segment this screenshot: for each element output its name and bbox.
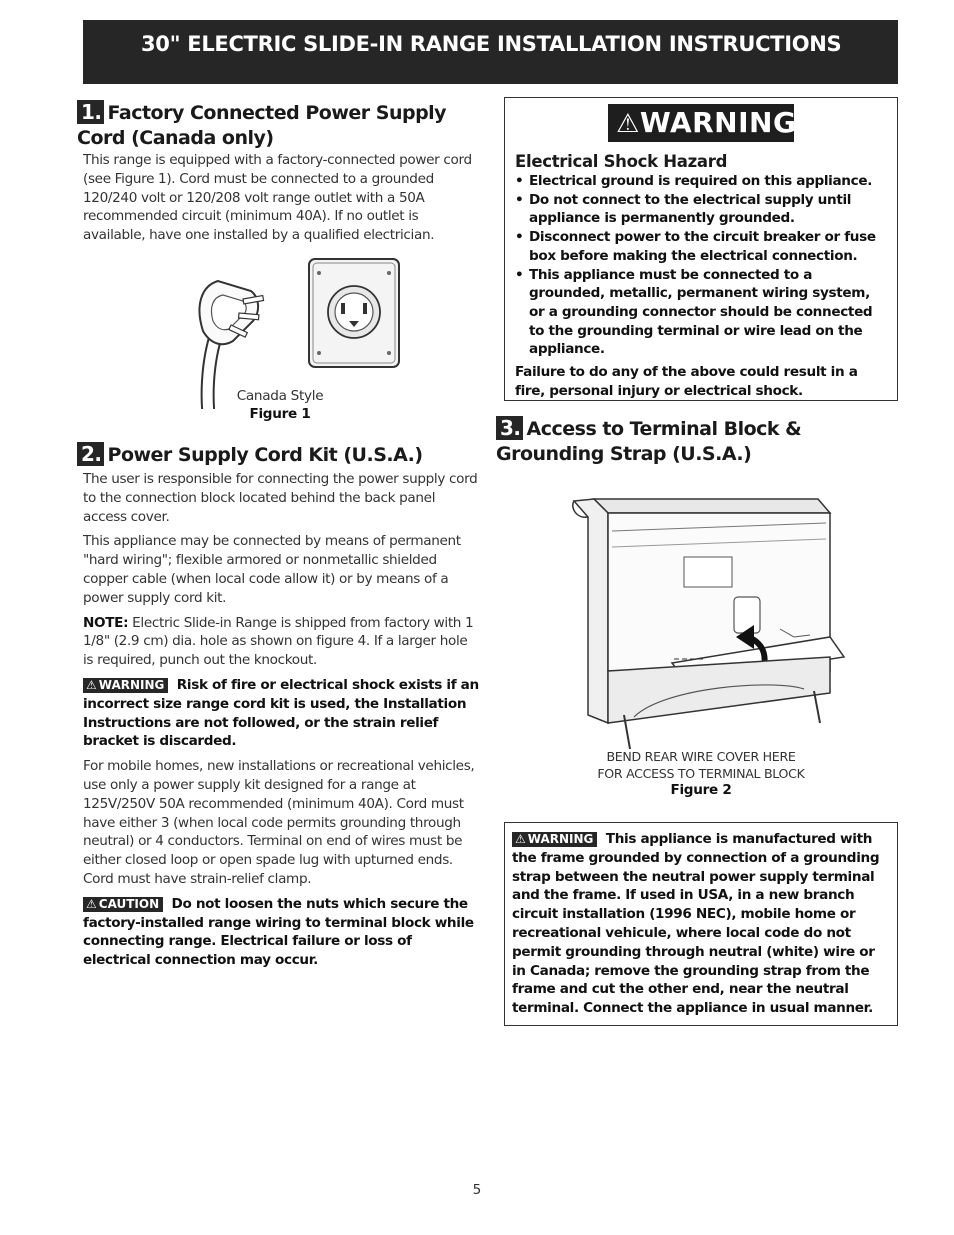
electrical-warning-box [504,97,898,401]
section-number: 3. [496,416,523,440]
warning-tag [512,832,597,847]
warning-footer: Failure to do any of the above could result in a fire, personal injury or electrical shock. [515,364,858,399]
grounding-text: This appliance is manufactured with the frame grounded by connection of a grounding strap between the neutral power supply terminal and the frame. If used in USA, in a new branch circuit installation (1996 NEC), mobile home or recreational vehicule, where local code do not permit grounding through neutral (white) wire or in Canada; remove the grounding strap from the frame and cut the other end, near the neutral terminal. Connect the appliance in usual manner. [512,831,880,1017]
list-item: • This appliance must be connected to a grounded, metallic, permanent wiring system, or a grounding connector should be connected to the grounding terminal or wire lead on the appliance. [515,266,887,360]
section-1-heading [77,100,481,151]
warning-triangle-icon: ⚠ [515,832,526,846]
section-3-heading [496,416,898,467]
list-item: • Disconnect power to the circuit breaker or fuse box before making the electrical connection. [515,228,887,265]
warning-triangle-icon: ⚠ [616,109,640,139]
section-2-note [83,614,481,670]
figure-1-caption-text: Canada Style [236,387,324,404]
section-2-caution [83,895,481,970]
caution-text: Do not loosen the nuts which secure the factory-installed range wiring to terminal block while connecting range. Electrical failure or loss of electrical connection may occur. [83,895,474,969]
warning-tag [83,678,168,693]
warning-triangle-icon: ⚠ [86,677,97,692]
figure-1 [83,251,481,409]
note-text: Electric Slide-in Range is shipped from factory with 1 1/8" (2.9 cm) dia. hole as shown on figure 4. If a larger hole is required, punch out the knockout. [83,614,474,669]
figure-2-caption [504,748,898,799]
section-2-paragraph-2: This appliance may be connected by means of permanent "hard wiring"; flexible armored or nonmetallic shielded copper cable (when local code allow it) or by means of a power supply cord kit. [83,533,461,606]
warning-header-label: WARNING [639,106,797,139]
right-column [496,97,898,1026]
section-number: 2. [77,442,104,466]
section-title: Access to Terminal Block & Grounding Strap (U.S.A.) [496,418,802,465]
warning-tag-label: WARNING [98,677,165,692]
page-title: 30" ELECTRIC SLIDE-IN RANGE INSTALLATION INSTRUCTIONS [83,20,898,84]
figure-1-label: Figure 1 [249,405,311,422]
section-title: Power Supply Cord Kit (U.S.A.) [107,443,423,466]
section-2-warning [83,676,481,751]
section-number: 1. [77,100,104,124]
page-number: 5 [472,1182,482,1198]
section-2-paragraph-1: The user is responsible for connecting the power supply cord to the connection block located behind the back panel access cover. [83,470,478,525]
outlet-icon [83,251,481,409]
warning-list [515,172,887,359]
figure-2-label: Figure 2 [670,782,732,798]
warning-header [608,104,797,142]
warning-tag-label: WARNING [527,832,594,846]
warning-subtitle: Electrical Shock Hazard [515,152,728,171]
range-rear-icon [504,487,898,755]
grounding-warning-box [504,822,898,1026]
grounding-warning-text [512,830,891,1018]
section-1-paragraph: This range is equipped with a factory-connected power cord (see Figure 1). Cord must be connected to a grounded 120/240 volt or 120/208 volt range outlet with a 50A recommended circuit (minimum 40A). If no outlet is available, have one installed by a qualified electrician. [83,152,472,244]
left-column [77,100,481,976]
section-2-paragraph-3: For mobile homes, new installations or recreational vehicles, use only a power supply kit designed for a range at 125V/250V 50A recommended (minimum 40A). Cord must have either 3 (when local code permits grounding through neutral) or 4 conductors. Terminal on end of wires must be either closed loop or open spade lug with upturned ends. Cord must have strain-relief clamp. [83,758,475,887]
figure-2-caption-line-2: FOR ACCESS TO TERMINAL BLOCK [597,766,805,781]
caution-tag [83,897,163,912]
list-item: • Do not connect to the electrical supply until appliance is permanently grounded. [515,191,887,228]
warning-triangle-icon: ⚠ [86,896,97,911]
list-item: • Electrical ground is required on this appliance. [515,172,887,191]
figure-2-caption-line-1: BEND REAR WIRE COVER HERE [606,749,796,764]
figure-2 [504,487,898,755]
caution-tag-label: CAUTION [98,896,160,911]
section-2-heading [77,442,481,468]
section-title: Factory Connected Power Supply Cord (Canada only) [77,102,447,149]
note-label: NOTE: [83,614,129,631]
warning-text: Risk of fire or electrical shock exists if an incorrect size range cord kit is used, the Installation Instructions are not followed, or the strain relief bracket is discarded. [83,676,479,750]
